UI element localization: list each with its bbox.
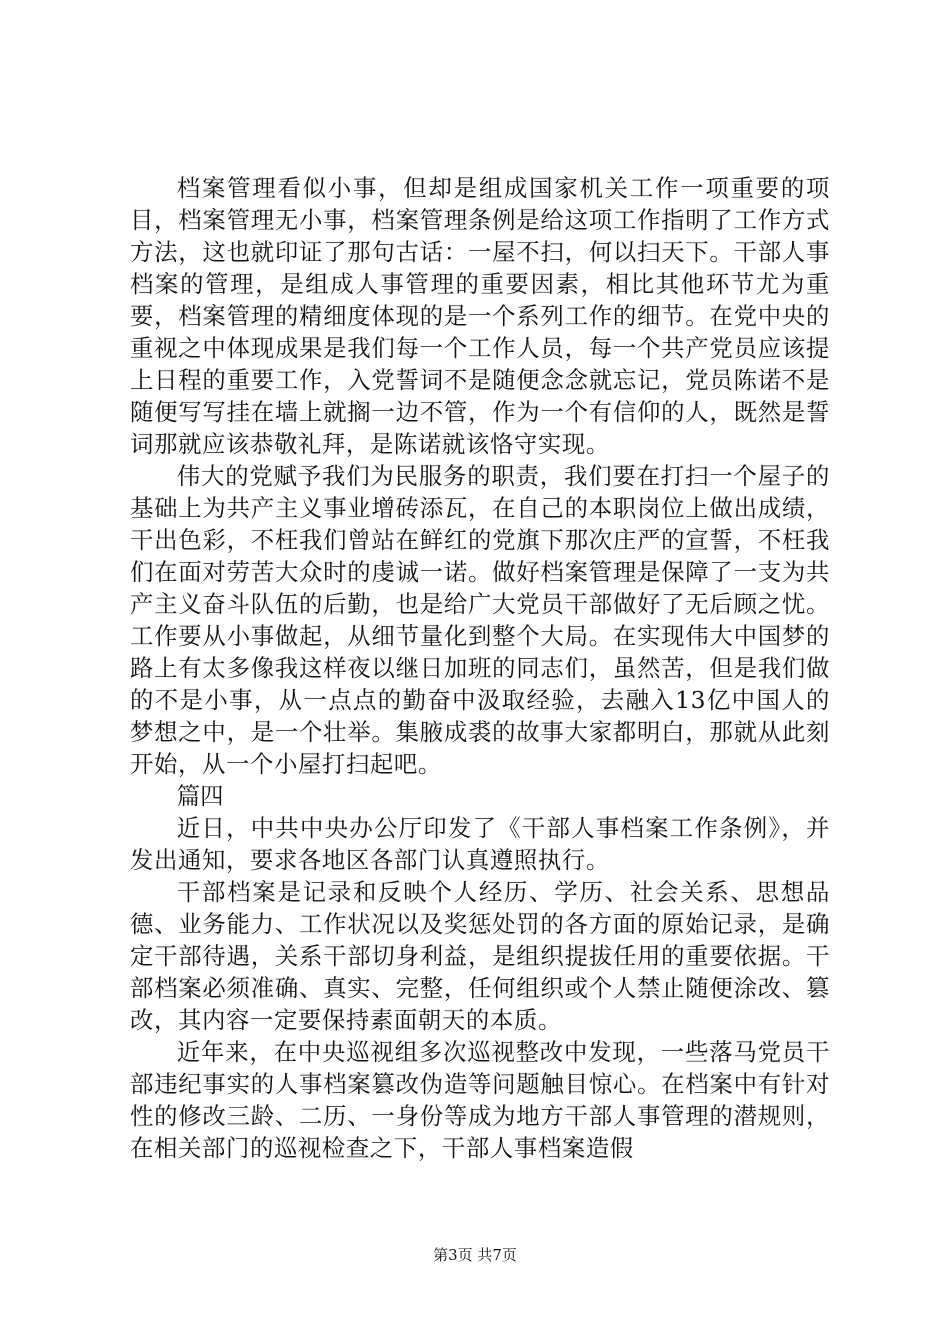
section-heading: 篇四 [176,782,224,810]
paragraph: 近年来，在中央巡视组多次巡视整改中发现，一些落马党员干部违纪事实的人事档案篡改伪造等问题触目惊心。在档案中有针对性的修改三龄、二历、一身份等成为地方干部人事管理的潜规则，在相关部门的巡视检查之下，干部人事档案造假 [130,1038,830,1162]
document-body [130,172,830,1164]
paragraph: 伟大的党赋予我们为民服务的职责，我们要在打扫一个屋子的基础上为共产主义事业增砖添瓦，在自己的本职岗位上做出成绩，干出色彩，不枉我们曾站在鲜红的党旗下那次庄严的宣誓，不枉我们在面对劳苦大众时的虔诚一诺。做好档案管理是保障了一支为共产主义奋斗队伍的后勤，也是给广大党员干部做好了无后顾之忧。工作要从小事做起，从细节量化到整个大局。在实现伟大中国梦的路上有太多像我这样夜以继日加班的同志们，虽然苦，但是我们做的不是小事，从一点点的勤奋中汲取经验，去融入13亿中国人的梦想之中，是一个壮举。集腋成裘的故事大家都明白，那就从此刻开始，从一个小屋打扫起吧。 [130,462,830,778]
page-number-footer: 第3页 共7页 [433,1246,517,1264]
paragraph: 干部档案是记录和反映个人经历、学历、社会关系、思想品德、业务能力、工作状况以及奖惩处罚的各方面的原始记录，是确定干部待遇，关系干部切身利益，是组织提拔任用的重要依据。干部档案必须准确、真实、完整，任何组织或个人禁止随便涂改、篡改，其内容一定要保持素面朝天的本质。 [130,878,830,1034]
paragraph: 近日，中共中央办公厅印发了《干部人事档案工作条例》，并发出通知，要求各地区各部门认真遵照执行。 [130,814,830,874]
paragraph: 档案管理看似小事，但却是组成国家机关工作一项重要的项目，档案管理无小事，档案管理条例是给这项工作指明了工作方式方法，这也就印证了那句古话：一屋不扫，何以扫天下。干部人事档案的管理，是组成人事管理的重要因素，相比其他环节尤为重要，档案管理的精细度体现的是一个系列工作的细节。在党中央的重视之中体现成果是我们每一个工作人员，每一个共产党员应该提上日程的重要工作，入党誓词不是随便念念就忘记，党员陈诺不是随便写写挂在墙上就搁一边不管，作为一个有信仰的人，既然是誓词那就应该恭敬礼拜，是陈诺就该恪守实现。 [130,174,830,458]
